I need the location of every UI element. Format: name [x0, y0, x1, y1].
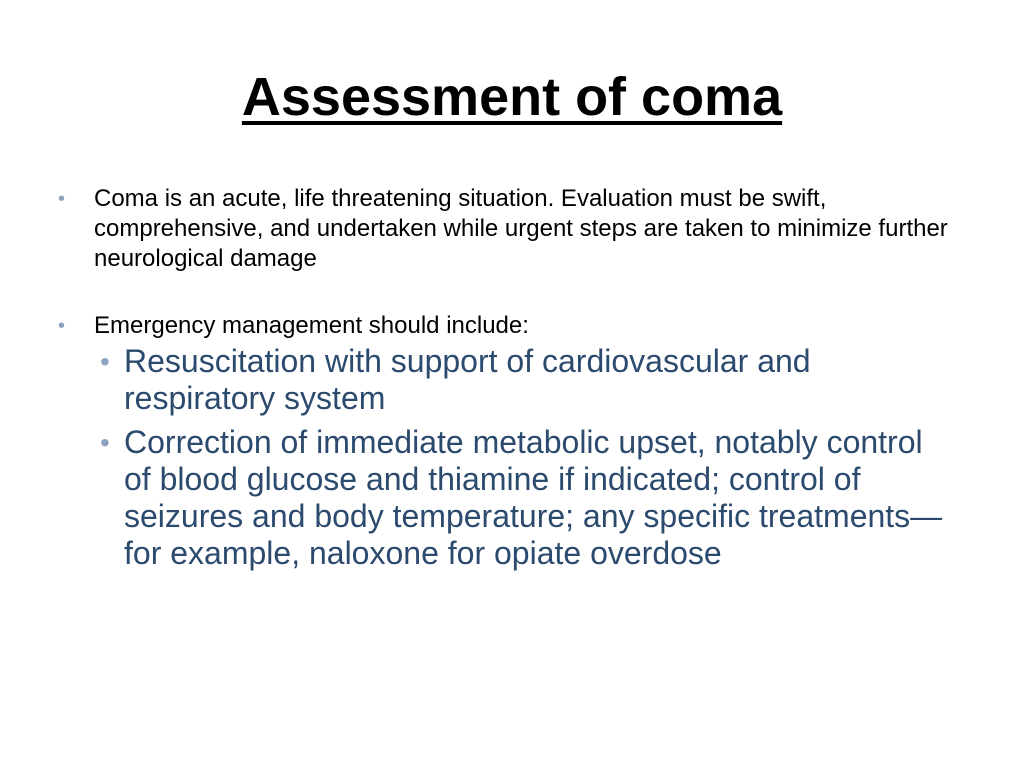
slide-title: Assessment of coma — [241, 67, 783, 127]
bullet-icon: • — [58, 188, 66, 210]
sub-bullet-resuscitation — [58, 343, 958, 417]
slide-body — [58, 184, 958, 579]
bullet-point-coma-situation — [58, 184, 958, 274]
bullet-text: Emergency management should include: — [94, 312, 529, 339]
sub-bullet-text: Correction of immediate metabolic upset, notably control of blood glucose and thiamine if indicated; control of seizures and body temperature; any specific treatments—for example, naloxone for opiate overdose — [124, 424, 943, 571]
slide-title-container — [0, 64, 1024, 130]
sub-bullet-icon: • — [100, 346, 110, 377]
sub-bullet-metabolic-correction — [58, 424, 958, 572]
bullet-point-emergency-management — [58, 311, 958, 341]
bullet-text: Coma is an acute, life threatening situation. Evaluation must be swift, comprehensive, and undertaken while urgent steps are taken to minimize further neurological damage — [94, 185, 948, 272]
sub-bullet-icon: • — [100, 427, 110, 458]
sub-bullet-text: Resuscitation with support of cardiovascular and respiratory system — [124, 343, 811, 416]
bullet-icon: • — [58, 315, 66, 337]
